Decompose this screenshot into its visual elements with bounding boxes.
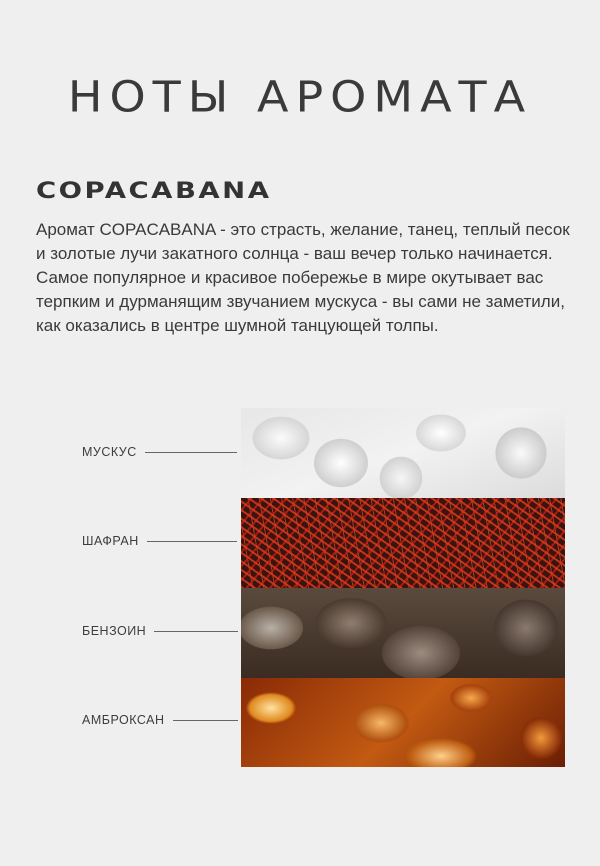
- musk-image: [241, 408, 565, 498]
- benzoin-image: [241, 588, 565, 678]
- connector-line: [173, 720, 238, 721]
- saffron-image: [241, 498, 565, 588]
- note-label: ШАФРАН: [82, 534, 139, 548]
- note-musk: [82, 442, 237, 462]
- note-label: АМБРОКСАН: [82, 713, 165, 727]
- notes-image-collage: [241, 408, 565, 767]
- connector-line: [147, 541, 237, 542]
- connector-line: [145, 452, 237, 453]
- note-benzoin: [82, 621, 238, 641]
- note-ambroxan: [82, 710, 238, 730]
- product-description: Аромат COPACABANA - это страсть, желание, танец, теплый песок и золотые лучи закатного солнца - ваш вечер только начинается. Самое популярное и красивое побережье в мире окутывает вас терпким и дурманящим звучанием мускуса - вы сами не заметили, как оказались в центре шумной танцующей толпы.: [36, 220, 570, 335]
- ambroxan-image: [241, 678, 565, 767]
- note-label: МУСКУС: [82, 445, 137, 459]
- page-title: НОТЫ АРОМАТА: [67, 72, 533, 122]
- connector-line: [154, 631, 238, 632]
- note-saffron: [82, 531, 237, 551]
- note-label: БЕНЗОИН: [82, 624, 147, 638]
- product-name: COPACABANA: [36, 179, 272, 204]
